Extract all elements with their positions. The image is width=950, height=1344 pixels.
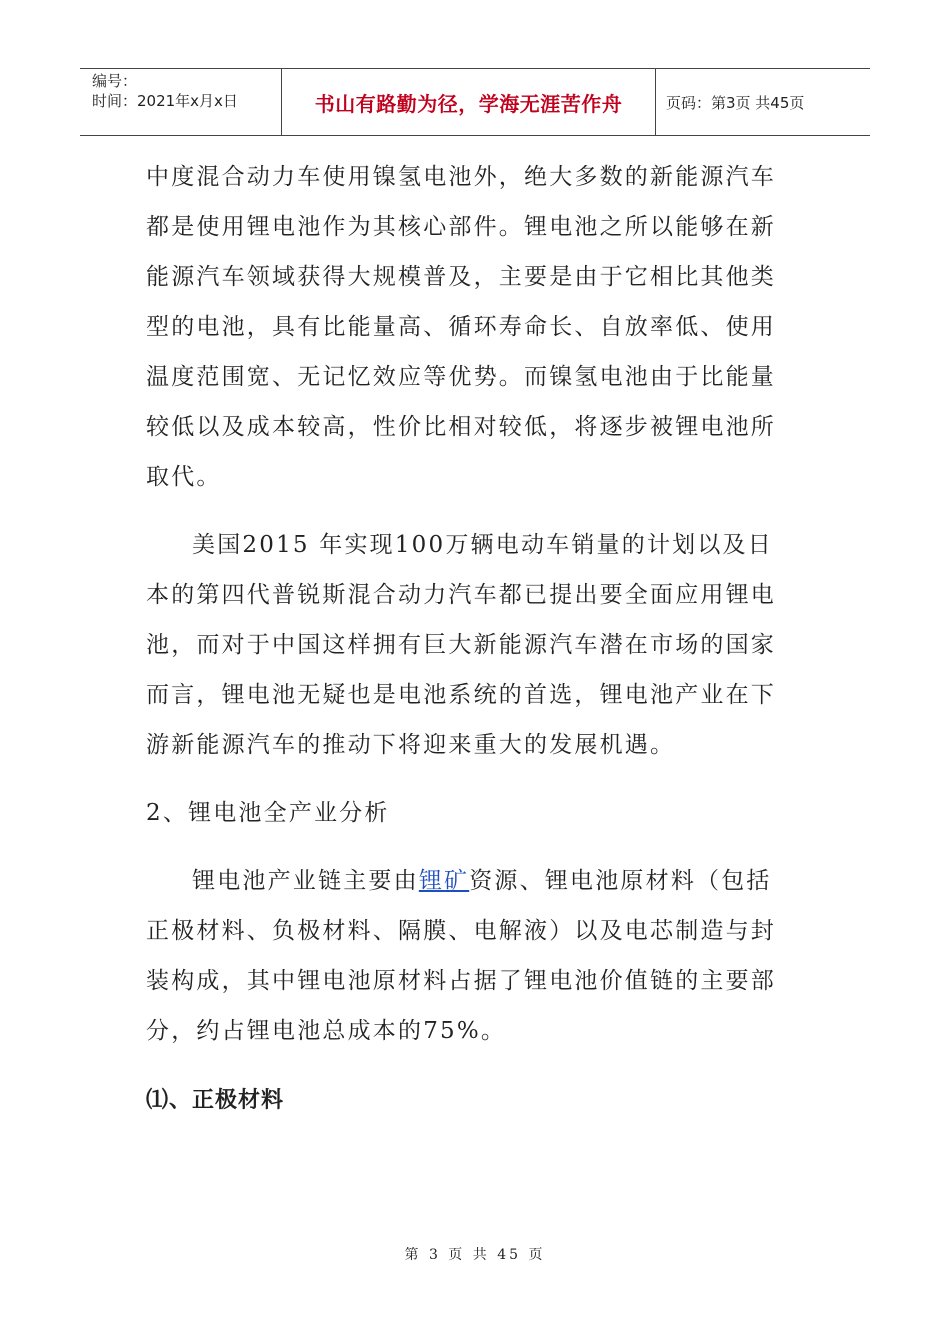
- paragraph-1: 中度混合动力车使用镍氢电池外，绝大多数的新能源汽车都是使用锂电池作为其核心部件。锂电池之所以能够在新能源汽车领域获得大规模普及，主要是由于它相比其他类型的电池，具有比能量高、循环寿命长、自放率低、使用温度范围宽、无记忆效应等优势。而镍氢电池由于比能量较低以及成本较高，性价比相对较低，将逐步被锂电池所取代。: [146, 164, 776, 490]
- lithium-mine-link[interactable]: 锂矿: [418, 868, 470, 894]
- page-footer: 第 3 页 共 45 页: [404, 1247, 546, 1263]
- header-motto: 书山有路勤为径，学海无涯苦作舟: [282, 69, 656, 135]
- paragraph-3-end: 资源、锂电池原材料（包括正极材料、负极材料、隔膜、电解液）以及电芯制造与封装构成，其中锂电池原材料占据了锂电池价值链的主要部分，约占锂电池总成本的75%。: [146, 868, 776, 1044]
- header-number: 编号：: [92, 72, 138, 90]
- header-page-number: 页码：第3页 共45页: [666, 93, 805, 112]
- section-title-2: 2、锂电池全产业分析: [146, 800, 390, 826]
- header-meta: [80, 69, 282, 135]
- page-header: [80, 68, 870, 136]
- paragraph-2: 美国2015 年实现100万辆电动车销量的计划以及日本的第四代普锐斯混合动力汽车都已提出要全面应用锂电池，而对于中国这样拥有巨大新能源汽车潜在市场的国家而言，锂电池无疑也是电池系统的首选，锂电池产业在下游新能源汽车的推动下将迎来重大的发展机遇。: [146, 532, 776, 758]
- header-date: 时间：2021年x月x日: [92, 92, 238, 110]
- heading-cathode-material: ⑴、正极材料: [146, 1088, 285, 1113]
- paragraph-3-start: 锂电池产业链主要由: [192, 868, 419, 894]
- paragraph-3: [146, 856, 796, 1056]
- document-body: [146, 152, 796, 1126]
